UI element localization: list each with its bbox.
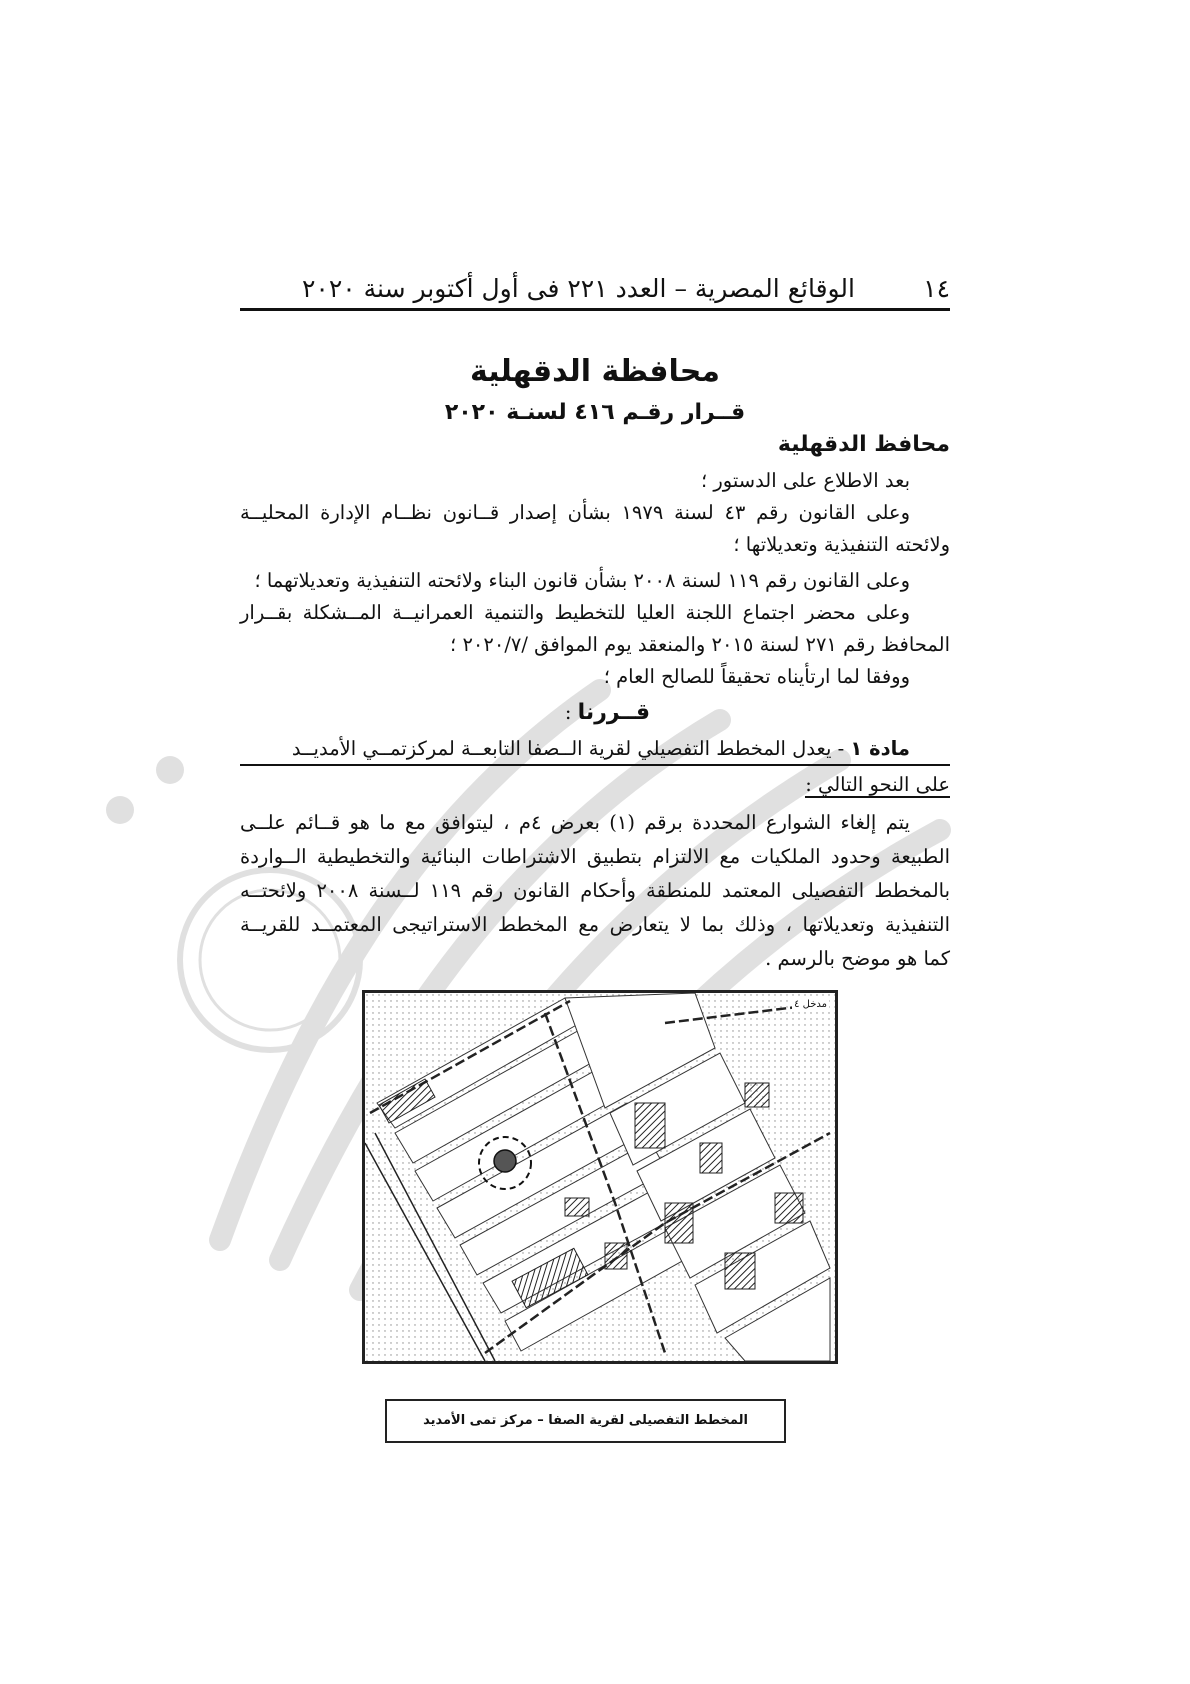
body-line: كما هو موضح بالرسم . [765, 947, 950, 970]
village-plan-map [362, 990, 838, 1364]
body-line: التنفيذية وتعديلاتها ، وذلك بما لا يتعارض مع المخطط الاستراتيجى المعتمــد للقريــة [240, 913, 950, 936]
body-line: يتم إلغاء الشوارع المحددة برقم (١) بعرض ٤م ، ليتوافق مع ما هو قــائم علــى [240, 811, 910, 834]
body-line: الطبيعة وحدود الملكيات مع الالتزام بتطبيق الاشتراطات البنائية والتخطيطية الــواردة [240, 845, 950, 868]
body-line: بالمخطط التفصيلى المعتمد للمنطقة وأحكام القانون رقم ١١٩ لــسنة ٢٠٠٨ ولائحتــه [240, 879, 951, 902]
preamble-line: المحافظ رقم ٢٧١ لسنة ٢٠١٥ والمنعقد يوم الموافق /٢٠٢٠/٧ ؛ [450, 633, 950, 656]
article-label: مادة ١ [850, 737, 910, 760]
article-text: - يعدل المخطط التفصيلي لقرية الــصفا التابعــة لمركزتمــي الأمديــد [291, 737, 845, 760]
preamble-line: وعلى القانون رقم ١١٩ لسنة ٢٠٠٨ بشأن قانون البناء ولائحته التنفيذية وتعديلاتهما ؛ [254, 569, 910, 592]
decided-label: قــررنا [577, 700, 650, 725]
map-caption: المخطط التفصيلى لقرية الصفا – مركز تمى الأمديد [385, 1399, 786, 1443]
page-number: ١٤ [923, 274, 950, 303]
gazette-title: الوقائع المصرية – العدد ٢٢١ فى أول أكتوبر سنة ٢٠٢٠ [301, 274, 855, 303]
preamble-line: ولائحته التنفيذية وتعديلاتها ؛ [733, 533, 950, 556]
article-line [240, 734, 950, 766]
preamble-line: بعد الاطلاع على الدستور ؛ [700, 469, 910, 492]
governorate-heading: محافظة الدقهلية [470, 354, 720, 389]
decided-line [240, 698, 950, 728]
map-corner-label: مدخل ٤ [794, 999, 827, 1010]
map-drawing [365, 993, 835, 1361]
preamble-line: وعلى القانون رقم ٤٣ لسنة ١٩٧٩ بشأن إصدار قــانون نظــام الإدارة المحليــة [240, 501, 910, 524]
article-line [240, 770, 950, 800]
article-text-2: على النحو التالي : [805, 773, 950, 796]
preamble-line: ووفقا لما ارتأيناه تحقيقاً للصالح العام ؛ [603, 665, 910, 688]
decree-title: قــرار رقـم ٤١٦ لسنـة ٢٠٢٠ [444, 400, 746, 425]
preamble-line: وعلى محضر اجتماع اللجنة العليا للتخطيط والتنمية العمرانيــة المــشكلة بقــرار [240, 601, 910, 624]
issuer-heading: محافظ الدقهلية [777, 432, 950, 457]
decided-colon: : [564, 701, 572, 724]
page-header [240, 272, 950, 311]
